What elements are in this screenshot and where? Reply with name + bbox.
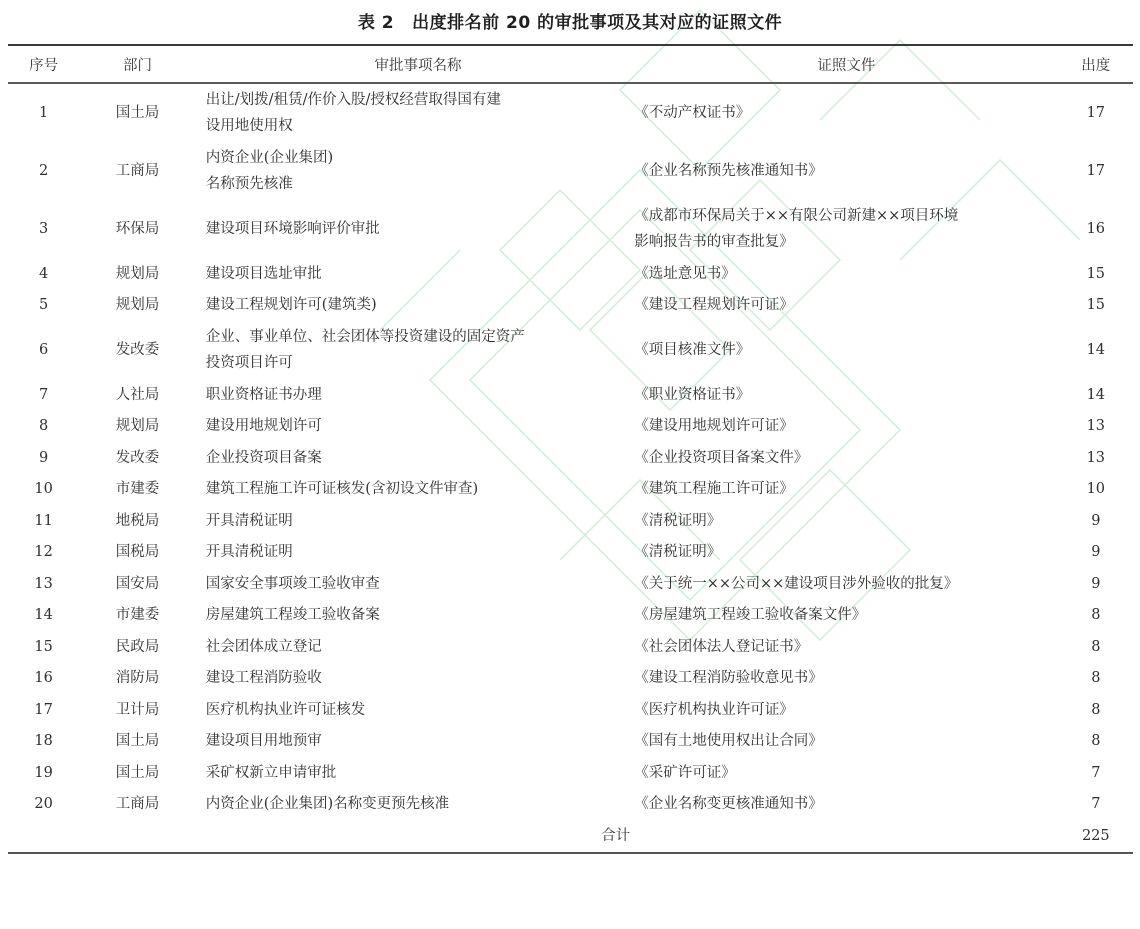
cell-degree: 17: [1086, 163, 1106, 179]
cell-doc-line1: 《建设用地规划许可证》: [634, 418, 794, 435]
table-title: 出度排名前 20 的审批事项及其对应的证照文件: [412, 13, 783, 33]
cell-doc: [630, 568, 1058, 600]
cell-degree: 14: [1086, 342, 1106, 358]
cell-item: [196, 83, 630, 142]
table-row: [8, 258, 1133, 290]
cell-item-line1: 出让/划拨/租赁/作价入股/授权经营取得国有建: [205, 92, 501, 108]
header-dept: 部门: [123, 57, 153, 74]
cell-item-line2: 投资项目许可: [205, 355, 293, 371]
cell-item-line1: 房屋建筑工程竣工验收备案: [205, 607, 380, 624]
cell-doc-line1: 《建筑工程施工许可证》: [634, 481, 794, 498]
table-row: [8, 142, 1133, 200]
cell-degree: 15: [1086, 297, 1106, 314]
cell-item: [196, 411, 630, 443]
cell-degree: 9: [1091, 575, 1101, 592]
cell-no: 3: [39, 221, 49, 237]
cell-doc-line1: 《采矿许可证》: [634, 764, 736, 781]
cell-degree: 7: [1091, 796, 1101, 813]
cell-doc-line1: 《成都市环保局关于××有限公司新建××项目环境: [634, 208, 959, 224]
cell-doc-line1: 《项目核准文件》: [634, 342, 751, 358]
cell-doc: [630, 142, 1058, 200]
cell-doc: [630, 505, 1058, 537]
cell-doc-line1: 《社会团体法人登记证书》: [634, 638, 809, 655]
cell-item-line1: 建设用地规划许可: [205, 418, 322, 435]
cell-doc: [630, 321, 1058, 379]
cell-item: [196, 290, 630, 322]
table-row: [8, 789, 1133, 821]
cell-no: 15: [34, 638, 53, 655]
cell-doc: [630, 663, 1058, 695]
table-total-row: [8, 820, 1133, 853]
cell-dept: 国税局: [115, 544, 160, 561]
cell-degree: 8: [1091, 733, 1101, 750]
cell-item: [196, 694, 630, 726]
cell-no: 18: [34, 733, 53, 750]
cell-no: 10: [34, 481, 53, 498]
cell-no: 1: [39, 105, 49, 121]
cell-item: [196, 258, 630, 290]
cell-doc: [630, 379, 1058, 411]
approval-items-table: [8, 44, 1133, 854]
cell-item: [196, 321, 630, 379]
cell-doc: [630, 694, 1058, 726]
table-row: [8, 726, 1133, 758]
cell-doc-line1: 《清税证明》: [634, 512, 722, 529]
cell-no: 7: [39, 386, 49, 403]
cell-degree: 7: [1091, 764, 1101, 781]
cell-item: [196, 537, 630, 569]
cell-item: [196, 142, 630, 200]
cell-doc-line1: 《医疗机构执业许可证》: [634, 701, 794, 718]
cell-doc-line1: 《国有土地使用权出让合同》: [634, 733, 823, 750]
cell-dept: 发改委: [115, 342, 160, 358]
cell-degree: 15: [1086, 265, 1106, 282]
cell-dept: 环保局: [115, 221, 160, 237]
cell-item-line1: 建设项目环境影响评价审批: [205, 221, 380, 237]
table-row: [8, 442, 1133, 474]
cell-item: [196, 474, 630, 506]
table-row: [8, 600, 1133, 632]
cell-no: 16: [34, 670, 53, 687]
cell-degree: 9: [1091, 512, 1101, 529]
cell-no: 8: [39, 418, 49, 435]
cell-item-line1: 采矿权新立申请审批: [205, 764, 337, 781]
total-label: 合计: [601, 828, 631, 844]
cell-no: 17: [34, 701, 53, 718]
cell-dept: 工商局: [115, 796, 160, 813]
cell-doc: [630, 474, 1058, 506]
cell-degree: 8: [1091, 638, 1101, 655]
cell-dept: 市建委: [115, 481, 160, 498]
cell-dept: 市建委: [115, 607, 160, 624]
table-row: [8, 290, 1133, 322]
cell-item: [196, 568, 630, 600]
cell-degree: 16: [1086, 221, 1106, 237]
cell-item: [196, 442, 630, 474]
cell-doc-line1: 《不动产权证书》: [634, 105, 751, 121]
cell-empty: [79, 820, 196, 853]
table-row: [8, 83, 1133, 142]
cell-doc-line1: 《清税证明》: [634, 544, 722, 561]
cell-item: [196, 757, 630, 789]
table-row: [8, 505, 1133, 537]
cell-item: [196, 505, 630, 537]
cell-doc: [630, 757, 1058, 789]
cell-no: 11: [34, 512, 53, 529]
cell-degree: 8: [1091, 607, 1101, 624]
cell-doc-line1: 《企业投资项目备案文件》: [634, 449, 809, 466]
cell-dept: 国土局: [115, 764, 160, 781]
cell-doc: [630, 200, 1058, 258]
cell-item-line2: 名称预先核准: [205, 176, 293, 192]
cell-degree: 8: [1091, 670, 1101, 687]
cell-item: [196, 379, 630, 411]
cell-empty: [8, 820, 79, 853]
cell-dept: 规划局: [115, 418, 160, 435]
cell-no: 14: [34, 607, 53, 624]
header-doc: 证照文件: [817, 57, 876, 74]
cell-no: 9: [39, 449, 49, 466]
cell-doc: [630, 789, 1058, 821]
cell-dept: 国土局: [115, 105, 160, 121]
cell-doc-line1: 《职业资格证书》: [634, 386, 751, 403]
cell-item: [196, 789, 630, 821]
cell-doc-line1: 《建设工程规划许可证》: [634, 297, 794, 314]
cell-item-line1: 国家安全事项竣工验收审查: [205, 575, 380, 592]
table-row: [8, 631, 1133, 663]
cell-doc: [630, 726, 1058, 758]
table-row: [8, 694, 1133, 726]
table-caption: [0, 8, 1140, 33]
table-row: [8, 757, 1133, 789]
cell-doc-line1: 《企业名称预先核准通知书》: [634, 163, 823, 179]
cell-doc-line1: 《关于统一××公司××建设项目涉外验收的批复》: [634, 575, 959, 592]
cell-item: [196, 631, 630, 663]
cell-dept: 人社局: [115, 386, 160, 403]
cell-item-line1: 建设工程消防验收: [205, 670, 322, 687]
cell-doc-line1: 《企业名称变更核准通知书》: [634, 796, 823, 813]
cell-doc-line1: 《建设工程消防验收意见书》: [634, 670, 823, 687]
table-row: [8, 379, 1133, 411]
cell-item-line1: 社会团体成立登记: [205, 638, 322, 655]
cell-dept: 卫计局: [115, 701, 160, 718]
cell-empty: [630, 820, 1058, 853]
cell-degree: 17: [1086, 105, 1106, 121]
cell-no: 12: [34, 544, 53, 561]
table-row: [8, 321, 1133, 379]
cell-item: [196, 726, 630, 758]
table-row: [8, 200, 1133, 258]
header-item: 审批事项名称: [374, 57, 462, 74]
cell-item: [196, 600, 630, 632]
header-degree: 出度: [1081, 57, 1111, 74]
cell-item-line1: 内资企业(企业集团)名称变更预先核准: [205, 796, 450, 813]
cell-item-line1: 建设工程规划许可(建筑类): [205, 297, 377, 314]
cell-item-line1: 开具清税证明: [205, 544, 293, 561]
cell-item: [196, 200, 630, 258]
cell-no: 6: [39, 342, 49, 358]
cell-doc: [630, 83, 1058, 142]
cell-degree: 10: [1086, 481, 1106, 498]
cell-item-line1: 建筑工程施工许可证核发(含初设文件审查): [205, 481, 479, 498]
cell-dept: 规划局: [115, 265, 160, 282]
cell-item-line1: 企业投资项目备案: [205, 449, 322, 466]
cell-degree: 13: [1086, 418, 1106, 435]
cell-degree: 14: [1086, 386, 1106, 403]
table-row: [8, 663, 1133, 695]
cell-dept: 规划局: [115, 297, 160, 314]
cell-item: [196, 663, 630, 695]
cell-dept: 消防局: [115, 670, 160, 687]
cell-doc: [630, 600, 1058, 632]
cell-item-line1: 企业、事业单位、社会团体等投资建设的固定资产: [205, 329, 525, 345]
cell-item-line1: 建设项目用地预审: [205, 733, 322, 750]
cell-dept: 国安局: [115, 575, 160, 592]
cell-doc: [630, 537, 1058, 569]
table-number: 表 2: [357, 13, 395, 33]
cell-doc-line2: 影响报告书的审查批复》: [634, 234, 794, 250]
total-value: 225: [1081, 828, 1110, 844]
cell-doc: [630, 258, 1058, 290]
cell-no: 13: [34, 575, 53, 592]
cell-degree: 13: [1086, 449, 1106, 466]
cell-doc: [630, 442, 1058, 474]
cell-dept: 地税局: [115, 512, 160, 529]
table-row: [8, 537, 1133, 569]
cell-item-line1: 开具清税证明: [205, 512, 293, 529]
cell-degree: 9: [1091, 544, 1101, 561]
cell-degree: 8: [1091, 701, 1101, 718]
cell-item-line1: 内资企业(企业集团): [205, 150, 334, 166]
cell-doc-line1: 《房屋建筑工程竣工验收备案文件》: [634, 607, 867, 624]
cell-item-line1: 医疗机构执业许可证核发: [205, 701, 366, 718]
table-header-row: [8, 45, 1133, 83]
cell-dept: 发改委: [115, 449, 160, 466]
header-no: 序号: [29, 57, 59, 74]
cell-doc: [630, 631, 1058, 663]
cell-dept: 民政局: [115, 638, 160, 655]
cell-doc-line1: 《选址意见书》: [634, 265, 736, 282]
cell-item-line2: 设用地使用权: [205, 118, 293, 134]
cell-dept: 工商局: [115, 163, 160, 179]
cell-doc: [630, 411, 1058, 443]
table-row: [8, 411, 1133, 443]
cell-no: 2: [39, 163, 49, 179]
cell-item-line1: 职业资格证书办理: [205, 386, 322, 403]
cell-no: 5: [39, 297, 49, 314]
cell-no: 19: [34, 764, 53, 781]
cell-dept: 国土局: [115, 733, 160, 750]
cell-no: 20: [34, 796, 53, 813]
cell-no: 4: [39, 265, 49, 282]
table-row: [8, 474, 1133, 506]
cell-doc: [630, 290, 1058, 322]
table-row: [8, 568, 1133, 600]
cell-item-line1: 建设项目选址审批: [205, 265, 322, 282]
